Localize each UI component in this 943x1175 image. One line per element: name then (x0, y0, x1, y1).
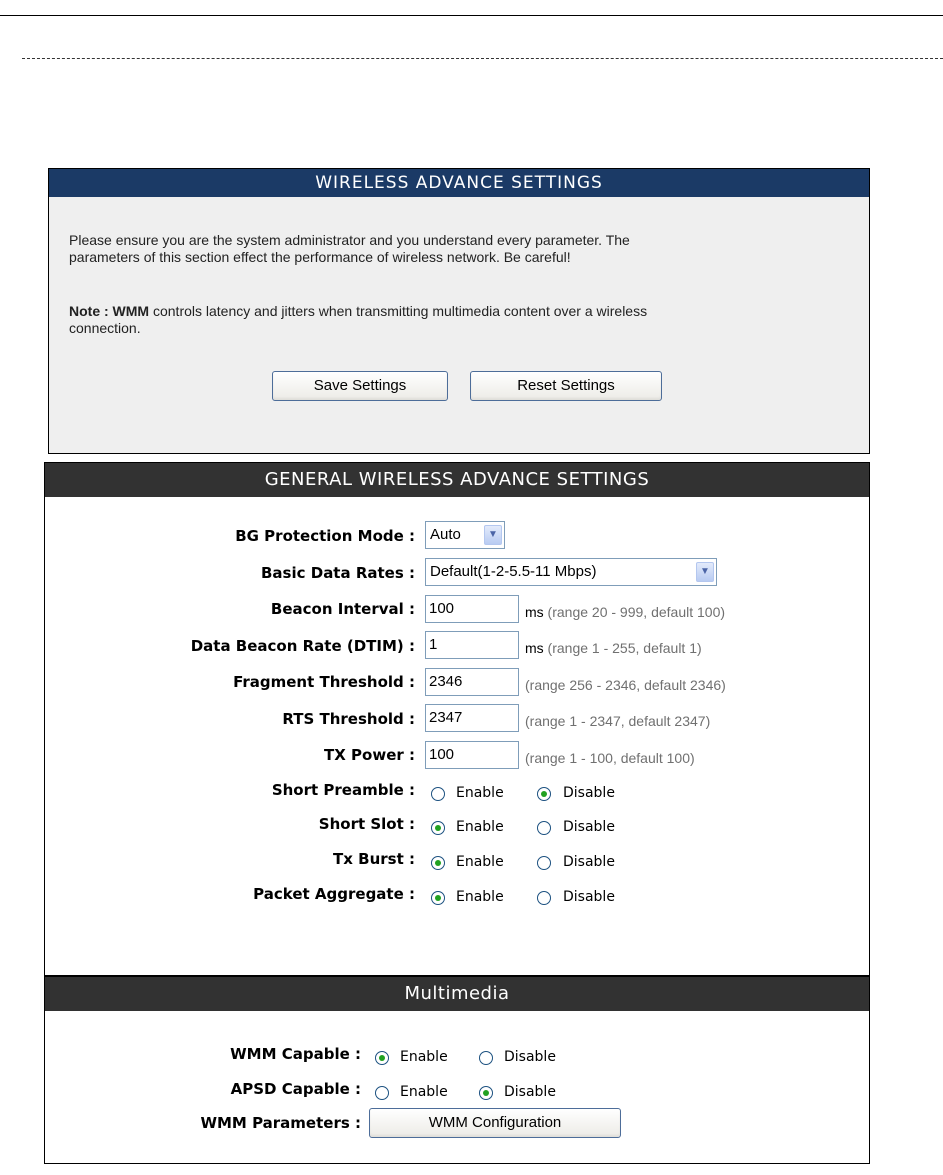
fragment-threshold-label: Fragment Threshold : (233, 673, 415, 691)
tx-power-input[interactable]: 100 (425, 741, 519, 769)
multimedia-labels-column (45, 977, 361, 1163)
save-settings-button[interactable]: Save Settings (272, 371, 448, 401)
wmm-capable-enable-label: Enable (400, 1049, 448, 1065)
note-label: Note : WMM (69, 303, 150, 319)
fragment-threshold-hint: (range 256 - 2346, default 2346) (525, 677, 726, 693)
packet-aggregate-label: Packet Aggregate : (253, 885, 415, 903)
rts-threshold-label: RTS Threshold : (282, 710, 415, 728)
tx-burst-label: Tx Burst : (333, 850, 415, 868)
tx-burst-enable-label: Enable (456, 854, 504, 870)
short-preamble-enable-label: Enable (456, 785, 504, 801)
multimedia-header: Multimedia (45, 977, 869, 1011)
packet-aggregate-enable-label: Enable (456, 889, 504, 905)
apsd-capable-disable-radio[interactable] (479, 1086, 493, 1100)
bg-protection-value: Auto (430, 526, 461, 543)
short-slot-enable-label: Enable (456, 819, 504, 835)
apsd-capable-label: APSD Capable : (230, 1080, 361, 1098)
short-slot-enable-radio[interactable] (431, 821, 445, 835)
wmm-parameters-label: WMM Parameters : (200, 1114, 361, 1132)
note-text: controls latency and jitters when transmitting multimedia content over a wireless (149, 303, 648, 319)
dtim-input[interactable]: 1 (425, 631, 519, 659)
description (69, 232, 849, 266)
tx-burst-enable-radio[interactable] (431, 856, 445, 870)
dtim-label: Data Beacon Rate (DTIM) : (190, 637, 415, 655)
wireless-advance-settings-panel (48, 168, 870, 454)
top-rule (0, 15, 943, 16)
dtim-range: (range 1 - 255, default 1) (543, 640, 702, 656)
dtim-unit: ms (525, 640, 544, 656)
apsd-capable-disable-label: Disable (504, 1084, 556, 1100)
beacon-interval-unit: ms (525, 604, 544, 620)
packet-aggregate-enable-radio[interactable] (431, 891, 445, 905)
tx-power-label: TX Power : (324, 746, 415, 764)
fragment-threshold-input[interactable]: 2346 (425, 668, 519, 696)
packet-aggregate-disable-radio[interactable] (537, 891, 551, 905)
dashed-divider (22, 58, 943, 59)
chevron-down-icon: ▼ (484, 525, 502, 545)
short-slot-label: Short Slot : (318, 815, 415, 833)
short-preamble-disable-label: Disable (563, 785, 615, 801)
short-slot-disable-radio[interactable] (537, 821, 551, 835)
bg-protection-label: BG Protection Mode : (235, 527, 415, 545)
rts-threshold-hint: (range 1 - 2347, default 2347) (525, 713, 711, 729)
general-settings-header: GENERAL WIRELESS ADVANCE SETTINGS (45, 463, 869, 497)
short-preamble-label: Short Preamble : (271, 781, 415, 799)
advance-settings-header: WIRELESS ADVANCE SETTINGS (49, 169, 869, 197)
beacon-interval-input[interactable]: 100 (425, 595, 519, 623)
wmm-capable-label: WMM Capable : (230, 1045, 361, 1063)
bg-protection-select[interactable] (425, 521, 505, 549)
multimedia-panel (44, 976, 870, 1164)
beacon-interval-range: (range 20 - 999, default 100) (543, 604, 726, 620)
basic-data-rates-label: Basic Data Rates : (261, 564, 415, 582)
short-preamble-enable-radio[interactable] (431, 787, 445, 801)
packet-aggregate-disable-label: Disable (563, 889, 615, 905)
general-wireless-advance-settings-panel (44, 462, 870, 976)
reset-settings-button[interactable]: Reset Settings (470, 371, 662, 401)
description-line-2: parameters of this section effect the performance of wireless network. Be careful! (69, 249, 571, 265)
description-line-1: Please ensure you are the system administrator and you understand every parameter. The (69, 232, 630, 248)
short-slot-disable-label: Disable (563, 819, 615, 835)
wmm-capable-disable-radio[interactable] (479, 1051, 493, 1065)
beacon-interval-hint (525, 604, 725, 620)
labels-column (45, 463, 415, 975)
note-line-2: connection. (69, 320, 141, 336)
wmm-capable-enable-radio[interactable] (375, 1051, 389, 1065)
rts-threshold-input[interactable]: 2347 (425, 704, 519, 732)
tx-burst-disable-label: Disable (563, 854, 615, 870)
wmm-configuration-button[interactable]: WMM Configuration (369, 1108, 621, 1138)
dtim-hint (525, 640, 702, 656)
wmm-note (69, 303, 849, 337)
apsd-capable-enable-radio[interactable] (375, 1086, 389, 1100)
basic-data-rates-value: Default(1-2-5.5-11 Mbps) (430, 563, 597, 580)
tx-burst-disable-radio[interactable] (537, 856, 551, 870)
apsd-capable-enable-label: Enable (400, 1084, 448, 1100)
beacon-interval-label: Beacon Interval : (270, 600, 415, 618)
wmm-capable-disable-label: Disable (504, 1049, 556, 1065)
tx-power-hint: (range 1 - 100, default 100) (525, 750, 695, 766)
basic-data-rates-select[interactable] (425, 558, 717, 586)
chevron-down-icon: ▼ (696, 562, 714, 582)
short-preamble-disable-radio[interactable] (537, 787, 551, 801)
